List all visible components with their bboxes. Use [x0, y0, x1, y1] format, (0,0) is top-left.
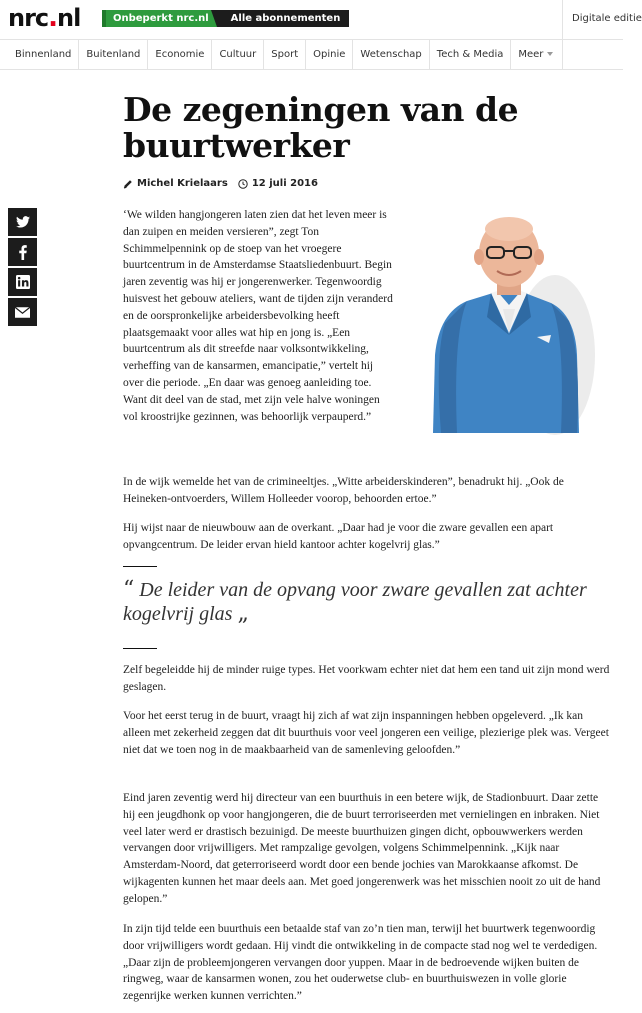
- article-byline: [123, 178, 318, 189]
- nav-item-opinie[interactable]: Opinie: [306, 40, 353, 69]
- nrc-logo[interactable]: nrc.nl: [8, 3, 81, 33]
- quote-divider-top: [123, 566, 157, 567]
- top-bar: [0, 0, 642, 40]
- article-paragraph-4: Voor het eerst terug in de buurt, vraagt hij zich af wat zijn inspanningen hebben opgeleverd. „Ik kan alleen met zekerheid zeggen dat dit buurthuis voor veel jongeren een veilige, plezierige plek was. Vergeet niet dat we toen nog in de maakbaarheid van de samenleving geloofden.”: [123, 710, 609, 756]
- article-paragraph-1: In de wijk wemelde het van de crimineeltjes. „Witte arbeiderskinderen”, benadrukt hij. „Ook de Heineken-ontvoerders, Willem Holleeder voorop, behoorden ertoe.”: [123, 476, 564, 505]
- share-twitter-button[interactable]: [8, 208, 37, 236]
- twitter-icon: [16, 216, 30, 228]
- portrait-photo: [405, 205, 605, 433]
- share-mail-button[interactable]: [8, 298, 37, 326]
- subscription-promo: [102, 10, 349, 27]
- article-paragraph-6: In zijn tijd telde een buurthuis een betaalde staf van zo’n tien man, terwijl het buurtwerk tegenwoordig door vrijwilligers wordt gedaan. Hij vindt die ontwikkeling in de compacte stad nog wel te verdedigen. „Daar zijn de probleemjongeren vervangen door yuppen. Maar in de bedroevende wijken buiten de ringweg, waar de kansarmen wonen, zou het ouderwetse club- en buurthuiswezen in volle glorie zegenrijke werken kunnen verrichten.”: [123, 923, 598, 1003]
- clock-icon: [238, 179, 248, 189]
- share-bar: [8, 208, 37, 328]
- pencil-icon: [123, 179, 133, 189]
- author-link[interactable]: Michel Krielaars: [137, 178, 228, 189]
- publish-date: [238, 178, 318, 189]
- article-paragraph-5: Eind jaren zeventig werd hij directeur van een buurthuis in een betere wijk, de Stadionbuurt. Daar zette hij een jeugdhonk op voor hangjongeren, die de buurt terroriseerden met vernielingen en inbraken. Niet veel later werd er drastisch bezuinigd. De meeste buurthuizen gingen dicht, opbouwwerkers werden vervangen door vrijwilligers. Met rampzalige gevolgen, volgens Schimmelpennink. „Kijk naar Amsterdam-Noord, dat geterroriseerd wordt door een bende jochies van Marokkaanse afkomst. De wijkagenten kunnen het maar deels aan. Met goed jongerenwerk was het misschien nooit zo uit de hand gelopen.”: [123, 792, 601, 905]
- nav-more-label: Meer: [518, 49, 544, 60]
- open-quote-mark: “: [123, 577, 135, 602]
- pull-quote-text: De leider van de opvang voor zware gevallen zat achter kogelvrij glas: [123, 579, 587, 625]
- nav-more-menu[interactable]: [511, 40, 563, 69]
- all-subscriptions-link[interactable]: Alle abonnementen: [217, 10, 350, 27]
- share-linkedin-button[interactable]: [8, 268, 37, 296]
- main-nav: [0, 40, 623, 70]
- pull-quote: [123, 578, 611, 626]
- publish-date-text: 12 juli 2016: [251, 178, 318, 189]
- nav-item-binnenland[interactable]: Binnenland: [0, 40, 79, 69]
- nav-item-cultuur[interactable]: Cultuur: [212, 40, 264, 69]
- article-paragraph-3: Zelf begeleidde hij de minder ruige types. Het voorkwam echter niet dat hem een tand uit zijn mond werd geslagen.: [123, 664, 610, 693]
- nav-item-wetenschap[interactable]: Wetenschap: [353, 40, 429, 69]
- mail-icon: [15, 307, 30, 318]
- nav-item-buitenland[interactable]: Buitenland: [79, 40, 148, 69]
- article-intro: ‘We wilden hangjongeren laten zien dat het leven meer is dan zuipen en meiden versieren”, zegt Ton Schimmelpennink op de stoep van het vroegere buurtcentrum in de Amsterdamse Staatsliedenbuurt. Begin jaren zeventig was hij er jongerenwerker. Tegenwoordig huisvest het gebouw ateliers, want de tijden zijn veranderd en de oorspronkelijke arbeidersbevolking heeft plaatsgemaakt voor alles wat hip en jong is. „Een buurtcentrum als dit streefde naar volksontwikkeling, verheffing van de kansarmen, emancipatie,” vertelt hij over die periode. „En daar was genoeg aanleiding toe. Want dit deel van de stad, met zijn vele halve woningen vol kroostrijke gezinnen, was behoorlijk verpauperd.”: [123, 209, 393, 423]
- article-paragraph-2: Hij wijst naar de nieuwbouw aan de overkant. „Daar had je voor die zware gevallen een apart opvangcentrum. De leider ervan hield kantoor achter kogelvrij glas.”: [123, 522, 554, 551]
- unlimited-promo-link[interactable]: Onbeperkt nrc.nl: [102, 10, 217, 27]
- share-facebook-button[interactable]: [8, 238, 37, 266]
- nav-item-economie[interactable]: Economie: [148, 40, 212, 69]
- nav-item-sport[interactable]: Sport: [264, 40, 306, 69]
- article-title: De zegeningen van de buurtwerker: [123, 90, 519, 165]
- quote-divider-bottom: [123, 648, 157, 649]
- close-quote-mark: „: [237, 601, 249, 626]
- digital-edition-link[interactable]: Digitale editie: [562, 0, 623, 40]
- linkedin-icon: [16, 275, 30, 289]
- chevron-down-icon: [547, 52, 553, 56]
- facebook-icon: [19, 245, 27, 260]
- nav-item-tech-media[interactable]: Tech & Media: [430, 40, 512, 69]
